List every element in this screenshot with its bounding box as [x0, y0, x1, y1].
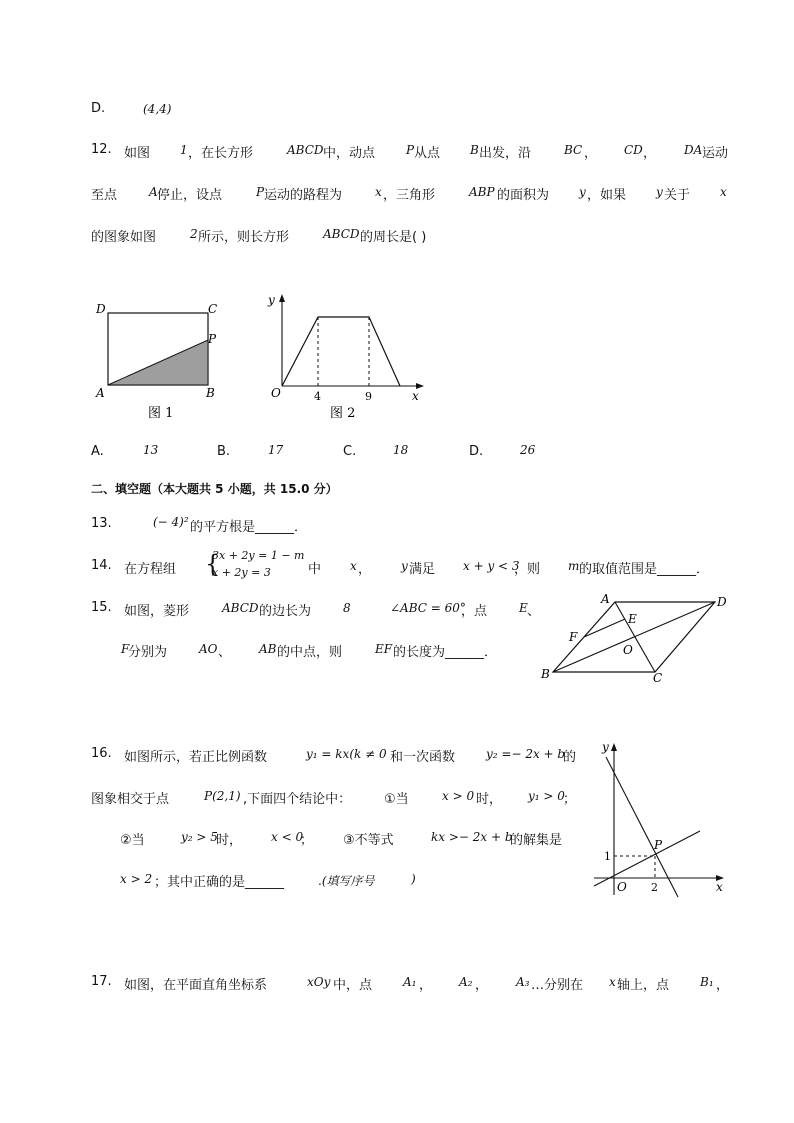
- vertex-label: A: [601, 592, 610, 606]
- text: ，点: [461, 604, 488, 619]
- axis-label: x: [716, 880, 723, 894]
- graph-figure: [262, 290, 432, 425]
- option-label: B.: [217, 444, 231, 459]
- text: 、: [218, 645, 232, 660]
- math: x: [609, 975, 616, 989]
- math: y₂ > 5: [181, 830, 218, 844]
- origin-label: O: [617, 880, 627, 894]
- equation: 3x + 2y = 1 − m: [212, 549, 305, 562]
- text: ，在长方形: [188, 146, 254, 161]
- math: B: [470, 143, 479, 157]
- origin-label: O: [271, 386, 281, 400]
- vertex-label: F: [569, 630, 578, 644]
- math: P: [256, 185, 265, 199]
- graph-line: [282, 317, 400, 386]
- y-axis-arrow: [611, 743, 617, 751]
- math: EF: [375, 642, 393, 656]
- text: 和一次函数: [390, 750, 456, 765]
- text: ，三角形: [383, 188, 436, 203]
- text: 的长度为______．: [393, 645, 498, 660]
- text: 分别为: [128, 645, 168, 660]
- math: xOy: [307, 975, 331, 989]
- text: 的图象如图: [91, 230, 157, 245]
- math: A₁: [403, 975, 417, 989]
- vertex-label: D: [717, 595, 727, 609]
- math: 2: [190, 227, 198, 241]
- text: 至点: [91, 188, 118, 203]
- axis-label: x: [412, 389, 419, 403]
- option-value: 17: [268, 443, 284, 457]
- math: x: [350, 559, 357, 573]
- math: x: [375, 185, 382, 199]
- rhombus-figure: [535, 588, 735, 688]
- tick-label: 4: [314, 390, 321, 403]
- text: 中: [308, 562, 322, 577]
- math: AO: [199, 642, 218, 656]
- text: 所示，则长方形: [198, 230, 290, 245]
- math: y₂ =− 2x + b: [486, 747, 566, 761]
- math: ABP: [469, 185, 495, 199]
- math: ): [411, 872, 416, 886]
- vertex-label: C: [208, 302, 218, 316]
- question-number: 16.: [91, 746, 112, 761]
- text: 时，: [216, 833, 243, 848]
- text: …分别在: [531, 978, 584, 993]
- math: m: [568, 559, 580, 573]
- text: 、: [527, 604, 541, 619]
- math: A₂: [459, 975, 473, 989]
- text: ,下面四个结论中：: [243, 792, 352, 807]
- section-title: 二、填空题（本大题共 5 小题，共 15.0 分）: [91, 482, 338, 496]
- math: (− 4)²: [153, 515, 189, 529]
- question-number: 15.: [91, 600, 112, 615]
- option-value: 18: [393, 443, 409, 457]
- text: ，: [475, 978, 489, 993]
- text: 轴上，点: [617, 978, 670, 993]
- text: 的面积为: [497, 188, 550, 203]
- text: 的周长是( ): [360, 230, 427, 245]
- text: 在方程组: [124, 562, 177, 577]
- text: 如图: [124, 146, 151, 161]
- text: ；其中正确的是______: [154, 875, 285, 890]
- math: y₁ = kx(k ≠ 0: [306, 747, 387, 761]
- vertex-label: A: [96, 386, 105, 400]
- text: 停止，设点: [157, 188, 223, 203]
- text: ①当: [384, 792, 409, 807]
- vertex-label: B: [541, 667, 550, 681]
- text: 的: [563, 750, 577, 765]
- shaded-triangle-abp: [108, 340, 208, 385]
- vertex-label: E: [628, 612, 637, 626]
- math: DA: [684, 143, 703, 157]
- text: ，: [584, 146, 598, 161]
- vertex-label: C: [653, 671, 663, 685]
- math: BC: [564, 143, 583, 157]
- math: x > 0: [442, 789, 475, 803]
- math: AB: [259, 642, 277, 656]
- math: y: [401, 559, 408, 573]
- text: 中，动点: [323, 146, 376, 161]
- question-number: 13.: [91, 516, 112, 531]
- question-number: 14.: [91, 558, 112, 573]
- math: y: [579, 185, 586, 199]
- text: ，: [643, 146, 657, 161]
- option-label: C.: [343, 444, 357, 459]
- math: y₁ > 0: [528, 789, 565, 803]
- point-label: P: [654, 838, 663, 852]
- option-label: D.: [91, 101, 106, 116]
- math: ABCD: [287, 143, 324, 157]
- text: ②当: [120, 833, 145, 848]
- text: 出发，沿: [479, 146, 532, 161]
- text: 如图，在平面直角坐标系: [124, 978, 268, 993]
- text: 的中点，则: [277, 645, 343, 660]
- figure-caption: 图 1: [148, 406, 174, 421]
- equation: x + 2y = 3: [212, 566, 271, 579]
- text: 中，点: [333, 978, 373, 993]
- text: ，: [419, 978, 433, 993]
- axis-label: y: [268, 293, 275, 307]
- option-value: 13: [143, 443, 159, 457]
- linear-function-line: [606, 757, 678, 897]
- text: 关于: [664, 188, 691, 203]
- option-label: D.: [469, 444, 484, 459]
- math: kx >− 2x + b: [431, 830, 513, 844]
- option-value: (4,4): [143, 102, 172, 116]
- math: A: [149, 185, 158, 199]
- math: F: [121, 642, 130, 656]
- text: ③不等式: [343, 833, 394, 848]
- vertex-label: D: [96, 302, 106, 316]
- text: 如图，菱形: [124, 604, 190, 619]
- text: 图象相交于点: [91, 792, 170, 807]
- text: 时，: [476, 792, 503, 807]
- function-graph-figure: [588, 735, 733, 900]
- rectangle-figure: [90, 295, 230, 425]
- math: CD: [624, 143, 643, 157]
- math: x < 0: [271, 830, 304, 844]
- text: 运动: [702, 146, 729, 161]
- text: 的平方根是______．: [190, 520, 308, 535]
- math: ∠ABC = 60°: [390, 601, 466, 615]
- tick-label: 2: [651, 881, 658, 894]
- text: ；: [300, 833, 314, 848]
- text: 满足: [409, 562, 436, 577]
- segment-ef: [584, 619, 625, 637]
- vertex-label: P: [208, 332, 217, 346]
- math: ABCD: [323, 227, 360, 241]
- option-label: A.: [91, 444, 104, 459]
- figure-caption: 图 2: [330, 406, 356, 421]
- math: x > 2: [120, 872, 153, 886]
- y-axis-arrow: [279, 294, 285, 302]
- math: .(填写序号: [318, 874, 375, 888]
- question-number: 17.: [91, 974, 112, 989]
- math: ABCD: [222, 601, 259, 615]
- math: P(2,1): [204, 789, 241, 803]
- text: 运动的路程为: [264, 188, 343, 203]
- math: A₃: [516, 975, 530, 989]
- text: 的边长为: [259, 604, 312, 619]
- tick-label: 9: [365, 390, 372, 403]
- text: ；: [563, 792, 577, 807]
- axis-label: y: [602, 740, 609, 754]
- text: ，: [716, 978, 730, 993]
- math: x + y < 3: [463, 559, 520, 573]
- question-number: 12.: [91, 142, 112, 157]
- vertex-label: O: [623, 643, 633, 657]
- text: 如图所示，若正比例函数: [124, 750, 268, 765]
- math: P: [406, 143, 415, 157]
- option-value: 26: [520, 443, 536, 457]
- math: 1: [180, 143, 188, 157]
- math: 8: [343, 601, 351, 615]
- math: x: [720, 185, 727, 199]
- tick-label: 1: [604, 850, 611, 863]
- math: y: [656, 185, 663, 199]
- text: ，则: [514, 562, 541, 577]
- text: ，: [358, 562, 372, 577]
- text: 的取值范围是______．: [579, 562, 710, 577]
- math: B₁: [700, 975, 714, 989]
- text: ，如果: [587, 188, 627, 203]
- text: 的解集是: [510, 833, 563, 848]
- math: E: [519, 601, 528, 615]
- vertex-label: B: [206, 386, 215, 400]
- text: 从点: [414, 146, 441, 161]
- brace-icon: {: [205, 550, 221, 578]
